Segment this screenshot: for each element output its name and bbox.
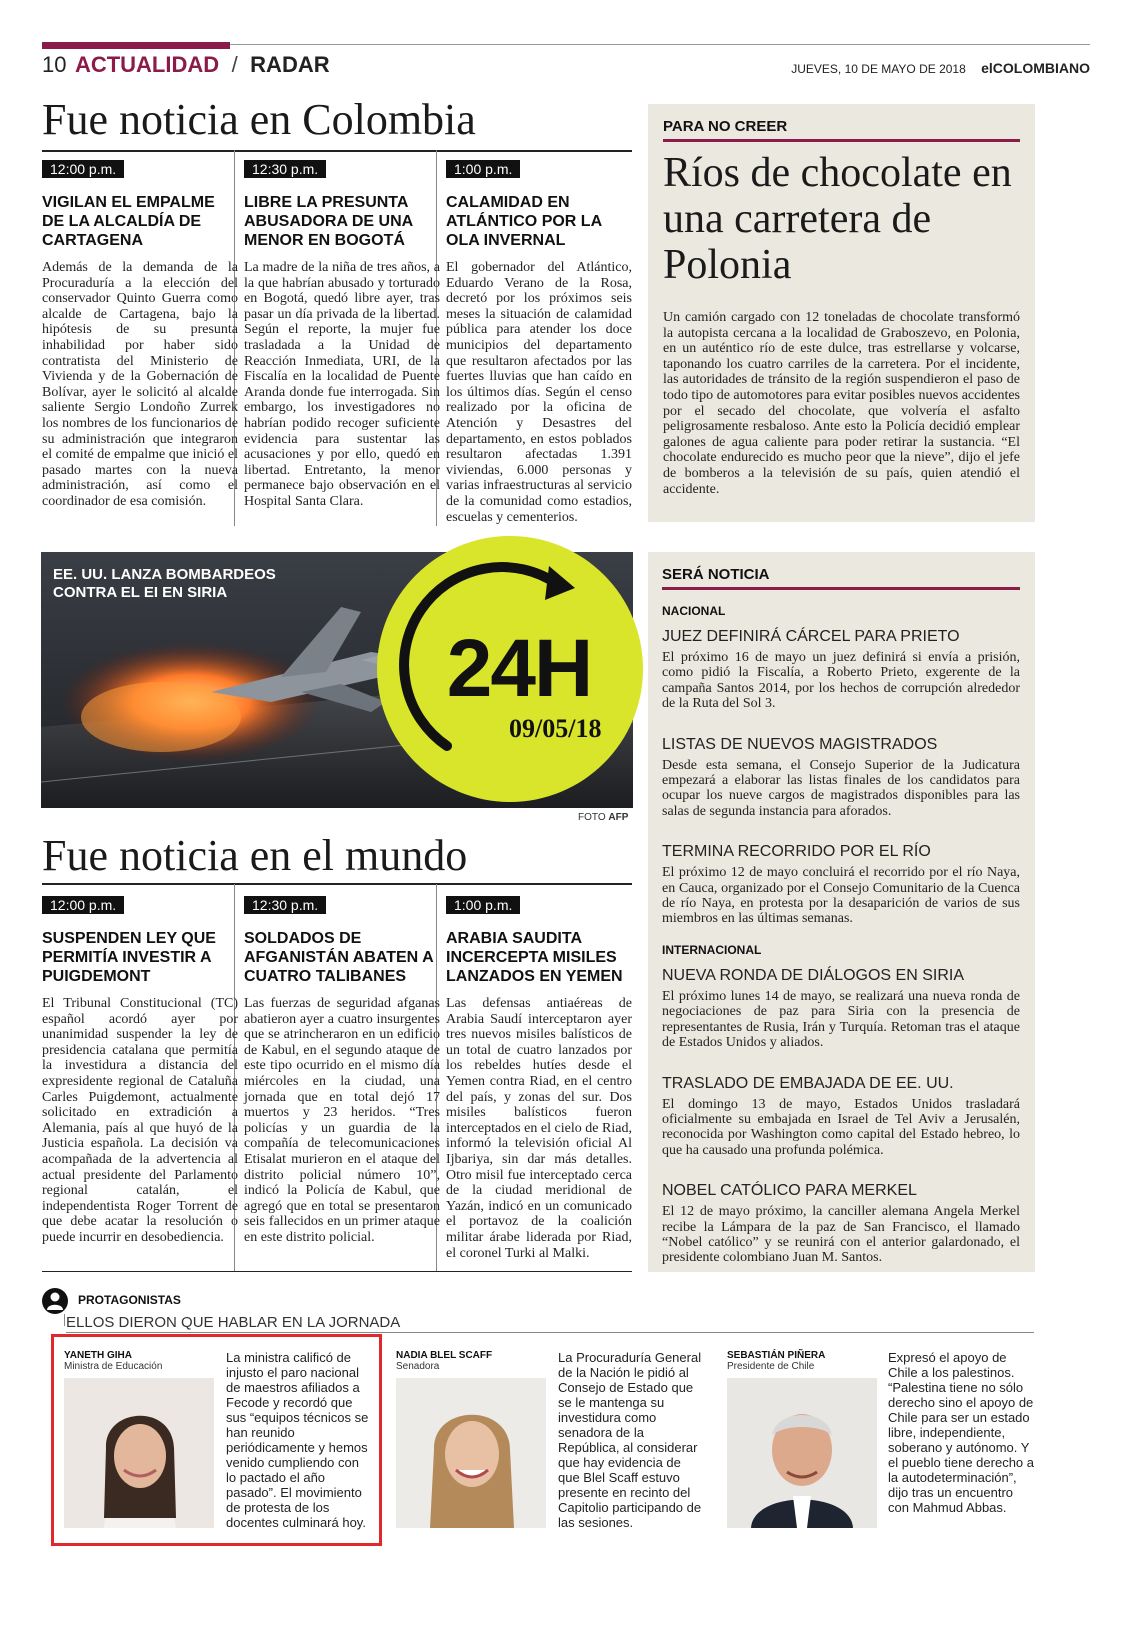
news-item-body: El domingo 13 de mayo, Estados Unidos trasladará oficialmente su embajada en Israel de Tel Aviv a Jerusalén, reconocida por Washington como capital del Estado hebreo, lo que ha causado una profunda polémica.	[662, 1096, 1020, 1158]
mundo-story-1	[42, 896, 238, 1246]
news-item	[662, 967, 1020, 1051]
24h-label: 24H	[446, 623, 592, 714]
person-icon	[42, 1288, 68, 1314]
news-item-headline: JUEZ DEFINIRÁ CÁRCEL PARA PRIETO	[662, 628, 960, 645]
story-headline: CALAMIDAD EN ATLÁNTICO POR LA OLA INVERNAL	[446, 194, 602, 249]
person-quote: La ministra calificó de injusto el paro nacional de maestros afiliados a Fecode y recordó que sus “equipos técnicos se han reunido periódicamente y hemos venido cumpliendo con lo pactado el año pasado”. El movimiento de protesta de los docentes culminará hoy.	[226, 1350, 369, 1530]
colombia-story-1	[42, 160, 238, 510]
credit-label: FOTO	[578, 812, 606, 823]
person-name: NADIA BLEL SCAFF	[396, 1350, 493, 1361]
protagonist-1	[64, 1350, 214, 1372]
news-item	[662, 736, 1020, 820]
section-separator: /	[231, 52, 238, 77]
top-accent-bar	[42, 42, 230, 49]
mundo-story-2	[244, 896, 440, 1246]
mundo-section-title: Fue noticia en el mundo	[42, 831, 468, 880]
news-item	[662, 1182, 1020, 1266]
news-item-body: El próximo 16 de mayo un juez definirá si envía a prisión, como pidió la Fiscalía, a Roberto Prieto, exgerente de la campaña Santos 2014, por los hechos de corrupción alrededor de la Ruta del Sol 3.	[662, 650, 1020, 712]
page-number: 10	[42, 52, 67, 77]
para-no-creer-panel	[648, 104, 1035, 522]
story-body: La madre de la niña de tres años, a la que habrían abusado y torturado en Bogotá, quedó libre ayer, tras pasar un día privada de la libertad. Según el reporte, la mujer fue trasladada a la Unidad de Reacción Inmediata, URI, de la Fiscalía en la localidad de Puente Aranda donde fue interrogada. Sin embargo, los investigadores no habrían podido recoger suficiente evidencia para sustentar las acusaciones y por ello, quedó en libertad. Entretanto, la menor permanece bajo observación en el Hospital Santa Clara.	[244, 260, 440, 509]
subsection-name: RADAR	[250, 52, 330, 77]
mundo-story-3	[446, 896, 632, 1261]
internacional-label: INTERNACIONAL	[662, 942, 762, 957]
news-item-body: Desde esta semana, el Consejo Superior de la Judicatura empezará a elaborar las listas finales de los candidatos para ocupar los nueve cargos de magistrados disponibles para las salas de segunda instancia para aforados.	[662, 757, 1020, 819]
panel-title: Ríos de chocolate en una carretera de Polonia	[663, 150, 1012, 288]
nacional-label: NACIONAL	[662, 604, 726, 618]
time-badge: 12:30 p.m.	[244, 160, 326, 178]
sera-noticia-panel	[648, 552, 1035, 1272]
kicker-rule	[663, 139, 1020, 142]
news-item-body: El 12 de mayo próximo, la canciller alemana Angela Merkel recibe la Lámpara de la paz de San Francisco, el llamado “Nobel católico” y se reunirá con el anterior galardonado, el presidente colombiano Juan M. Santos.	[662, 1204, 1020, 1266]
time-badge: 12:00 p.m.	[42, 160, 124, 178]
protagonist-3	[727, 1350, 877, 1372]
date-and-brand	[791, 60, 1090, 76]
news-item-headline: NOBEL CATÓLICO PARA MERKEL	[662, 1182, 917, 1200]
panel-kicker: SERÁ NOTICIA	[662, 566, 770, 583]
woman-portrait-icon	[64, 1378, 214, 1528]
woman-portrait-icon	[396, 1378, 546, 1528]
story-body: Además de la demanda de la Procuraduría a la elección del conservador Quinto Guerra como alcalde de Cartagena, bajo la hipótesis de su presunta inhabilidad por haber sido contratista del Ministerio de Vivienda y de la Gobernación de Bolívar, ayer le solicitó al alcalde saliente Sergio Londoño Zurrek los nombres de los funcionarios de su administración que integraron el comité de empalme que inició el pasado martes con la nueva administración, así como el coordinador de esa comisión.	[42, 260, 238, 509]
section-name: ACTUALIDAD	[74, 52, 220, 77]
panel-body: Un camión cargado con 12 toneladas de chocolate transformó la autopista cercana a la localidad de Graboszevo, en Polonia, en un auténtico río de este dulce, tras estrellarse y volcarse, taponando los cuatro carriles de la carretera. Por el incidente, las autoridades de tránsito de la región suspendieron el paso de todo tipo de automotores para evitar posibles nuevos accidentes por el secado del chocolate, que volvería el asfalto peligrosamente resbaloso. Ante esto la Policía decidió emplear galones de agua caliente para poder retirar la sustancia. “El chocolate endurecido es mucho peor que la nieve”, dijo el jefe de bomberos a la televisión de su país, quien atendió el accidente.	[663, 310, 1020, 497]
protagonistas-rule	[66, 1332, 1034, 1333]
time-badge: 12:00 p.m.	[42, 896, 124, 914]
mundo-title-rule	[42, 883, 632, 885]
24h-badge	[377, 536, 643, 802]
person-photo	[64, 1378, 214, 1528]
page-header	[42, 52, 1090, 84]
news-item	[662, 628, 1020, 712]
person-photo	[727, 1378, 877, 1528]
person-role: Senadora	[396, 1361, 440, 1372]
story-body: Las defensas antiaéreas de Arabia Saudí interceptaron ayer tres nuevos misiles balísticos de un total de cuatro lanzados por los rebeldes hutíes desde el Yemen contra Riad, en el centro del país, y zonas del sur. Dos misiles balísticos fueron interceptados en el cielo de Riad, informó la televisión oficial Al Ijbariya, sin dar más detalles. Otro misil fue interceptado cerca de la ciudad meridional de Yazán, indicó en un comunicado el portavoz de la coalición militar árabe liderada por Riad, el coronel Turki al Malki.	[446, 996, 632, 1261]
story-headline: VIGILAN EL EMPALME DE LA ALCALDÍA DE CARTAGENA	[42, 194, 215, 249]
person-role: Ministra de Educación	[64, 1361, 163, 1372]
brand-logo: elCOLOMBIANO	[981, 60, 1090, 76]
story-body: El gobernador del Atlántico, Eduardo Verano de la Rosa, decretó por los próximos seis meses la situación de calamidad pública para atender los doce municipios del departamento que resultaron afectados por las fuertes lluvias que han caído en los últimos días. Según el censo realizado por la oficina de Atención y Desastres del departamento, en estos poblados resultaron afectadas 1.391 viviendas, 6.000 personas y varias infraestructuras al servicio de la comunidad como estadios, escuelas y cementerios.	[446, 260, 632, 525]
photo-caption: EE. UU. LANZA BOMBARDEOS CONTRA EL EI EN SIRIA	[53, 566, 276, 601]
story-headline: ARABIA SAUDITA INCERCEPTA MISILES LANZADOS EN YEMEN	[446, 930, 623, 985]
photo-credit	[578, 812, 628, 823]
news-item-headline: LISTAS DE NUEVOS MAGISTRADOS	[662, 735, 938, 753]
news-item-body: El próximo 12 de mayo concluirá el recorrido por el río Naya, en Cauca, organizado por el Consejo Comunitario de la Cuenca de río Naya, en protesta por la desaparición de varios de sus miembros en las últimas semanas.	[662, 865, 1020, 927]
person-role: Presidente de Chile	[727, 1361, 815, 1372]
colombia-story-2	[244, 160, 440, 510]
time-badge: 1:00 p.m.	[446, 160, 520, 178]
person-name: YANETH GIHA	[64, 1350, 132, 1361]
publication-date: JUEVES, 10 DE MAYO DE 2018	[791, 62, 966, 76]
story-headline: SUSPENDEN LEY QUE PERMITÍA INVESTIR A PUIGDEMONT	[42, 930, 216, 985]
news-item-headline: NUEVA RONDA DE DIÁLOGOS EN SIRIA	[662, 966, 964, 984]
label-tick	[64, 1314, 65, 1326]
story-headline: LIBRE LA PRESUNTA ABUSADORA DE UNA MENOR EN BOGOTÁ	[244, 194, 413, 249]
news-item-body: El próximo lunes 14 de mayo, se realizará una nueva ronda de negociaciones de paz para Siria con la presencia de representantes de Rusia, Irán y Turquía. Retoman tras el ataque de Estados Unidos y aliados.	[662, 988, 1020, 1051]
credit-source: AFP	[608, 812, 629, 823]
protagonist-2	[396, 1350, 546, 1372]
protagonistas-subtitle: ELLOS DIERON QUE HABLAR EN LA JORNADA	[66, 1314, 401, 1331]
person-name: SEBASTIÁN PIÑERA	[727, 1350, 826, 1361]
protagonistas-label: PROTAGONISTAS	[78, 1293, 181, 1307]
news-item-headline: TERMINA RECORRIDO POR EL RÍO	[662, 843, 931, 861]
mundo-section	[42, 830, 632, 885]
colombia-story-3	[446, 160, 632, 525]
person-photo	[396, 1378, 546, 1528]
24h-date: 09/05/18	[509, 714, 602, 743]
man-portrait-icon	[727, 1378, 877, 1528]
colombia-section	[42, 94, 632, 152]
panel-kicker: PARA NO CREER	[663, 118, 788, 135]
story-body: El Tribunal Constitucional (TC) español acordó ayer por unanimidad suspender la ley de presidencia catalana que permitía la investidura a distancia del expresidente regional de Cataluña Carles Puigdemont, actualmente solicitado en extradición a Alemania, país al que huyó de la Justicia española. La decisión va acompañada de la advertencia al actual presidente del Parlamento regional catalán, el independentista Roger Torrent de que debe acatar la resolución o puede incurrir en desobediencia.	[42, 996, 238, 1245]
person-silhouette	[42, 1288, 68, 1314]
time-badge: 12:30 p.m.	[244, 896, 326, 914]
person-quote: Expresó el apoyo de Chile a los palestinos. “Palestina tiene no sólo derecho sino el apoyo de Chile para ser un estado libre, independiente, soberano y autónomo. Y el pueblo tiene derecho a la autodeterminación”, dijo tras un encuentro con Mahmud Abbas.	[888, 1350, 1035, 1515]
story-body: Las fuerzas de seguridad afganas abatieron ayer a cuatro insurgentes que se atrincheraron en un edificio de Kabul, en el segundo ataque de este tipo ocurrido en el mismo día miércoles en la ciudad, una jornada que en total dejó 17 muertos y 23 heridos. “Tres policías y un guardia de la compañía de telecomunicaciones Etisalat murieron en el ataque del distrito policial número 10”, indicó la Policía de Kabul, que agregó que en total se presentaron seis fallecidos en un primer ataque en este distrito policial.	[244, 996, 440, 1245]
time-badge: 1:00 p.m.	[446, 896, 520, 914]
news-item-headline: TRASLADO DE EMBAJADA DE EE. UU.	[662, 1074, 954, 1092]
mundo-bottom-rule	[42, 1271, 632, 1272]
kicker-rule	[662, 587, 1020, 590]
colombia-title-rule	[42, 150, 632, 152]
colombia-section-title: Fue noticia en Colombia	[42, 95, 476, 144]
news-item	[662, 1075, 1020, 1159]
person-quote: La Procuraduría General de la Nación le pidió al Consejo de Estado que se le mantenga su investidura como senadora de la República, al considerar que hay evidencia de que Blel Scaff estuvo presente en recinto del Capitolio participando de las sesiones.	[558, 1350, 702, 1530]
news-item	[662, 843, 1020, 927]
story-headline: SOLDADOS DE AFGANISTÁN ABATEN A CUATRO TALIBANES	[244, 930, 434, 985]
